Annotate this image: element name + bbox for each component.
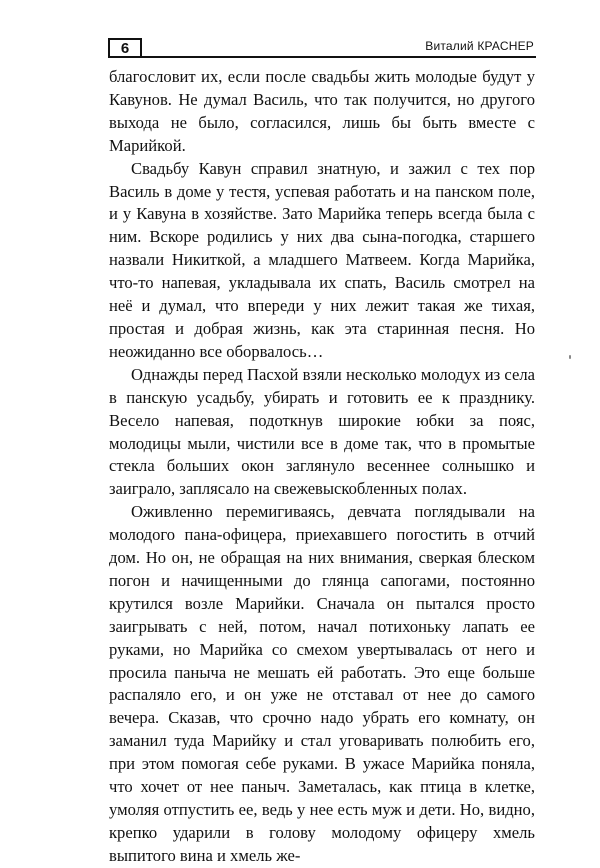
paragraph-4: Оживленно перемигиваясь, девчата поглядывали на молодого пана-офицера, приехавшего погостить в отчий дом. Но он, не обращая на них внимания, сверкая блеском погон и начищенными до глянца сапогами, постоянно крутился возле Марийки. Сначала он пытался просто заигрывать с ней, потом, начал потихоньку лапать ее руками, но Марийка со смехом увертывалась от него и просила паныча не мешать ей работать. Это еще больше распаляло его, и он уже не отставал от нее до самого вечера. Сказав, что срочно надо убрать его комнату, он заманил туда Марийку и стал уговаривать полюбить его, при этом помогая себе руками. В ужасе Марийка поняла, что хочет от нее паныч. Заметалась, как птица в клетке, умоляя отпустить ее, ведь у нее есть муж и дети. Но, видно, крепко ударили в голову молодому офицеру хмель выпитого вина и хмель же- (109, 502, 535, 865)
paragraph-2: Свадьбу Кавун справил знатную, и зажил с тех пор Василь в доме у тестя, успевая работать и на панском поле, и у Кавуна в хозяйстве. Зато Марийка теперь всегда была с ним. Вскоре родились у них два сына-погодка, старшего назвали Никиткой, а младшего Матвеем. Когда Марийка, что-то напевая, укладывала их спать, Василь смотрел на неё и думал, что впереди у них лежит такая же тихая, простая и добрая жизнь, как эта старинная песня. Но неожиданно все оборвалось… (109, 158, 535, 361)
header-author: Виталий КРАСНЕР (425, 39, 534, 53)
scan-speck (569, 355, 571, 359)
paragraph-1: благословит их, если после свадьбы жить молодые будут у Кавунов. Не думал Василь, что так получится, но другого выхода не было, согласился, лишь бы быть вместе с Марийкой. (109, 67, 535, 155)
body-text (109, 66, 535, 868)
running-header (108, 38, 536, 60)
paragraph-3: Однажды перед Пасхой взяли несколько молодух из села в панскую усадьбу, убирать и готовить ее к празднику. Весело напевая, подоткнув широкие юбки за пояс, молодицы мыли, чистили все в доме так, что в промытые стекла больших окон заглянуло весеннее солнышко и заиграло, заплясало на свежевыскобленных полах. (109, 364, 535, 499)
page-number: 6 (108, 38, 142, 58)
header-rule (142, 56, 536, 58)
